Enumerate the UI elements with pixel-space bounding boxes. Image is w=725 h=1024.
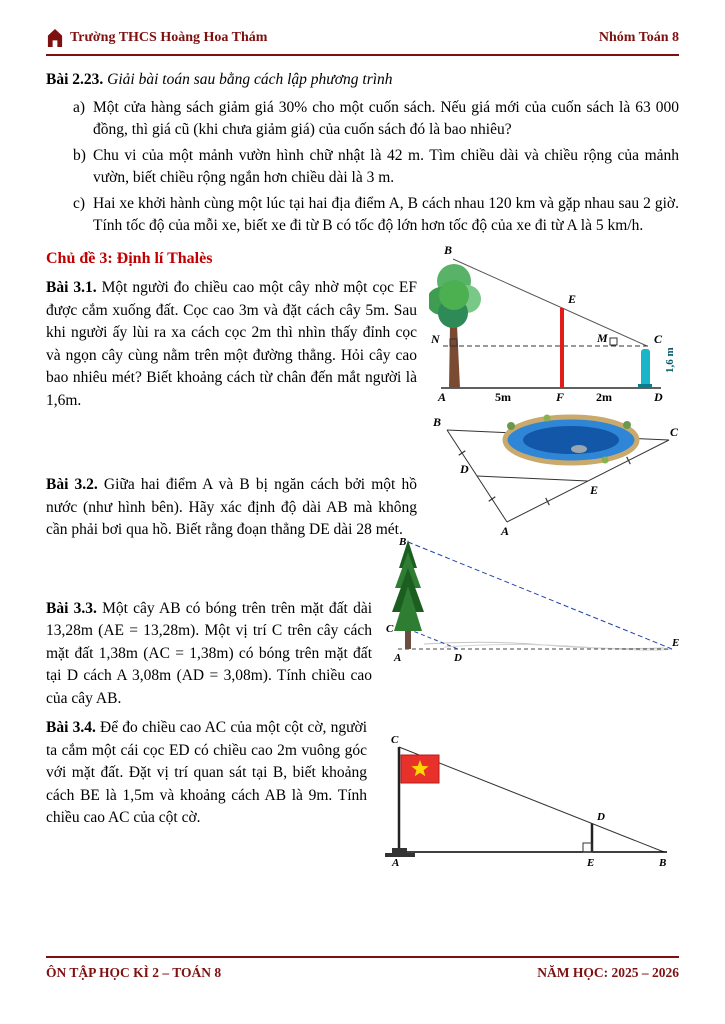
- problem-3-2-text: Giữa hai điểm A và B bị ngăn cách bởi một hồ nước (như hình bên). Hãy xác định độ dài AB mà không cần phải bơi qua hồ. Biết rằng đoạn thẳng DE dài 28 mét.: [46, 476, 417, 538]
- point-label-e: E: [568, 292, 577, 306]
- school-logo-icon: [46, 28, 64, 48]
- figure-3-1-svg: [429, 243, 679, 403]
- school-logo-icon: [46, 28, 64, 48]
- footer-right: NĂM HỌC: 2025 – 2026: [537, 965, 679, 980]
- tick-mark: [546, 498, 550, 505]
- figure-3-2-svg: [429, 410, 679, 538]
- problem-3-1-label: Bài 3.1.: [46, 279, 97, 296]
- item-c-marker: c): [73, 194, 86, 212]
- segment-de: [477, 476, 588, 481]
- point-label-m: M: [597, 331, 608, 345]
- tree-foliage: [439, 280, 469, 310]
- item-b-marker: b): [73, 146, 86, 164]
- point-label-c: C: [670, 425, 679, 439]
- figure-3-2-lake: [429, 410, 679, 546]
- problem-3-4-label: Bài 3.4.: [46, 719, 96, 736]
- tick-mark: [489, 497, 496, 501]
- right-angle-mark-e: [583, 843, 592, 852]
- shore-plant: [544, 415, 551, 422]
- dim-label-eye-height: 1,6 m: [664, 347, 676, 373]
- tick-mark: [459, 451, 466, 455]
- problem-2-23-heading: [46, 69, 679, 92]
- point-label-c: C: [386, 622, 394, 635]
- problem-3-3-label: Bài 3.3.: [46, 599, 97, 617]
- shore-plant: [602, 457, 609, 464]
- page-header: [46, 28, 679, 56]
- item-a-text: Một cửa hàng sách giảm giá 30% cho một cuốn sách. Nếu giá mới của cuốn sách là 63 000 đồng, thì giá cũ (khi chưa giảm giá) của cuốn sách đó là bao nhiêu?: [93, 98, 679, 138]
- dim-label-5m: 5m: [495, 390, 511, 403]
- sight-line: [453, 259, 647, 346]
- point-label-a: A: [501, 524, 510, 538]
- figure-3-3-svg: [384, 536, 679, 662]
- point-label-b: B: [399, 535, 407, 548]
- point-label-d: D: [454, 651, 462, 662]
- sunray-line-be: [408, 542, 672, 649]
- figure-3-3-tree-shadow: [384, 536, 679, 670]
- point-label-b: B: [444, 243, 453, 257]
- problem-2-23-label: Bài 2.23.: [46, 71, 104, 88]
- problem-2-23-items: [46, 97, 679, 238]
- point-label-c: C: [391, 734, 399, 746]
- item-b-text: Chu vi của một mảnh vườn hình chữ nhật là 42 m. Tìm chiều dài và chiều rộng của mảnh vườn, biết chiều rộng ngắn hơn chiều dài là 3 m.: [93, 146, 679, 186]
- item-a-marker: a): [73, 98, 86, 116]
- point-label-a: A: [438, 390, 447, 403]
- group-name: Nhóm Toán 8: [598, 30, 679, 45]
- problem-3-4: [46, 717, 679, 878]
- figure-3-1-tree-pole: [429, 243, 679, 411]
- point-label-c: C: [654, 332, 663, 346]
- sunray-line-cd: [408, 629, 458, 649]
- item-c-text: Hai xe khởi hành cùng một lúc tại hai địa điểm A, B cách nhau 120 km và gặp nhau sau 2 giờ. Tính tốc độ của mỗi xe, biết xe đi từ B có tốc độ lớn hơn tốc độ của xe đi từ A là 5 km/h.: [93, 194, 679, 234]
- dim-label-2m: 2m: [596, 390, 612, 403]
- person-figure: [641, 349, 650, 388]
- point-label-e: E: [587, 857, 595, 869]
- figure-3-4-flagpole: [379, 705, 679, 878]
- shore-plant: [507, 422, 515, 430]
- point-label-d: D: [597, 811, 605, 823]
- lake-deep: [523, 426, 619, 454]
- point-label-f: F: [556, 390, 565, 403]
- topic-3-heading: Chủ đề 3: Định lí Thalès: [46, 249, 213, 267]
- point-label-d: D: [654, 390, 663, 403]
- lake-stone: [571, 445, 587, 453]
- problem-3-1-text: Một người đo chiều cao một cây nhờ một cọc EF được cắm xuống đất. Cọc cao 3m và đặt cách cây 5m. Sau khi người ấy lùi ra xa cách cọc 2m thì nhìn thấy đỉnh cọc và ngọn cây cùng nằm trên một đường thẳng. Hỏi cây cao bao nhiêu mét? Biết khoảng cách từ chân đến mắt người là 1,6m.: [46, 279, 417, 409]
- point-label-e: E: [590, 483, 599, 497]
- worksheet-content: [46, 56, 679, 878]
- problem-3-3: [46, 535, 679, 711]
- point-label-e: E: [672, 636, 679, 649]
- shore-plant: [623, 421, 631, 429]
- right-angle-mark-m: [610, 338, 617, 345]
- problem-3-2-label: Bài 3.2.: [46, 476, 98, 493]
- point-label-n: N: [431, 332, 440, 346]
- point-label-b: B: [659, 857, 667, 869]
- point-label-d: D: [460, 462, 469, 476]
- page-footer: [46, 956, 679, 981]
- point-label-a: A: [392, 857, 400, 869]
- person-base: [638, 384, 652, 388]
- problem-3-4-text: Để đo chiều cao AC của một cột cờ, người ta cắm một cái cọc ED có chiều cao 2m vuông góc với mặt đất. Đặt vị trí quan sát tại B, biết khoảng cách BE là 1,5m và khoảng cách AB là 9m. Tính chiều cao AC của cột cờ.: [46, 719, 367, 826]
- point-label-b: B: [433, 415, 442, 429]
- tree-trunk: [449, 325, 460, 388]
- header-school-block: [46, 28, 267, 48]
- list-item-b: [46, 145, 679, 190]
- figure-3-4-svg: [379, 705, 679, 870]
- problem-3-3-text: Một cây AB có bóng trên trên mặt đất dài 13,28m (AE = 13,28m). Một vị trí C trên cây cách mặt đất 1,38m (AC = 1,38m) có bóng trên mặt đất tại D cách A 3,08m (AD = 3,08m). Tính chiều cao của cây AB.: [46, 599, 373, 707]
- problem-2-23-title: Giải bài toán sau bằng cách lập phương trình: [107, 71, 393, 88]
- list-item-c: [46, 193, 679, 238]
- tick-mark: [627, 457, 631, 464]
- school-name: Trường THCS Hoàng Hoa Thám: [70, 30, 268, 45]
- point-label-a: A: [394, 651, 402, 662]
- tree-trunk: [405, 631, 411, 649]
- footer-left: ÔN TẬP HỌC KÌ 2 – TOÁN 8: [46, 965, 222, 980]
- list-item-a: [46, 97, 679, 142]
